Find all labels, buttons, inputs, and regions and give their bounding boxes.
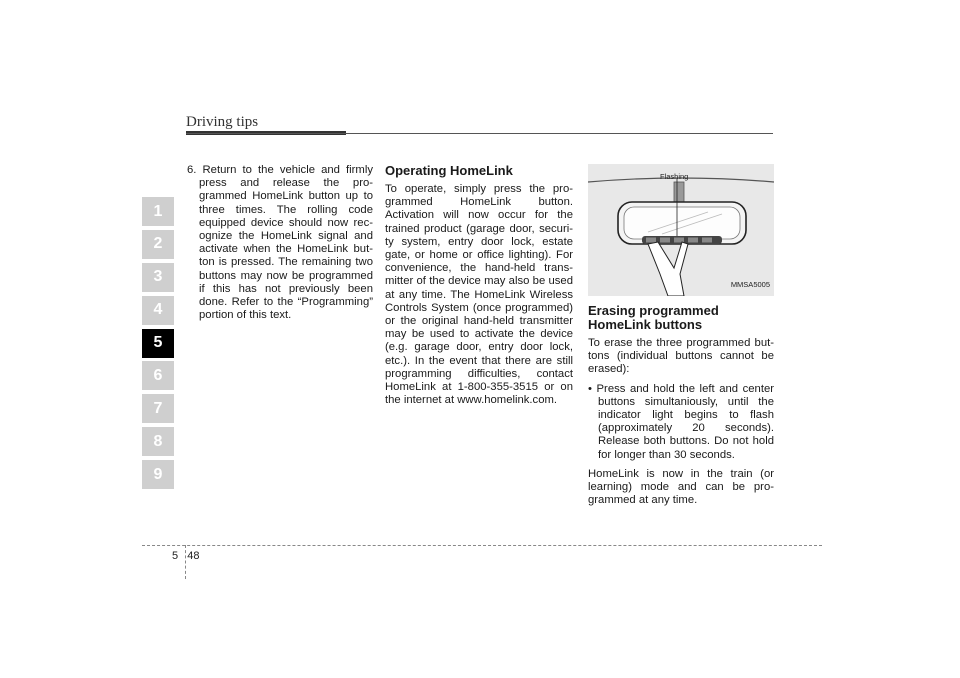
column-3 <box>588 164 774 513</box>
rearview-mirror-illustration <box>588 164 774 296</box>
footer-rule <box>142 545 822 546</box>
erasing-heading-line2: HomeLink buttons <box>588 317 703 332</box>
chapter-tab-3[interactable]: 3 <box>142 263 174 292</box>
erasing-heading-line1: Erasing programmed <box>588 303 719 318</box>
chapter-tab-6[interactable]: 6 <box>142 361 174 390</box>
erasing-closing: HomeLink is now in the train (or learning) mode and can be pro-grammed at any time. <box>588 467 774 507</box>
chapter-tab-9[interactable]: 9 <box>142 460 174 489</box>
chapter-tab-8[interactable]: 8 <box>142 427 174 456</box>
erasing-bullet: • Press and hold the left and center buttons simultaniously, until the indicator light begins to flash (approximately 20 seconds). Release both buttons. Do not hold for longer than 30 seconds. <box>588 382 774 461</box>
operating-homelink-body: To operate, simply press the pro-grammed HomeLink button. Activation will now occur for the trained product (garage door, securi-ty system, entry door lock, estate gate, or home or office lighting). For convenience, the hand-held trans-mitter of the device may also be used at any time. The HomeLink Wireless Controls System (once programmed) or the original hand-held transmitter may be used to activate the device (e.g. garage door, entry door lock, etc.). In the event that there are still programming difficulties, contact HomeLink at 1-800-355-3515 or on the internet at www.homelink.com. <box>385 183 573 407</box>
page-header-title: Driving tips <box>186 114 259 130</box>
chapter-tab-5[interactable]: 5 <box>142 329 174 358</box>
page-number-value: 48 <box>187 550 200 562</box>
step-6-text: 6. Return to the vehicle and firmly press and release the pro-grammed HomeLink button up to three times. The rolling code equipped device should now rec-ognize the HomeLink signal and activate when the HomeLink but-ton is pressed. The remaining two buttons may now be programmed if this has not previously been done. Refer to the “Programming” portion of this text. <box>187 164 373 322</box>
chapter-tab-7[interactable]: 7 <box>142 394 174 423</box>
figure-label-flashing: Flashing <box>660 172 689 181</box>
figure-code: MMSA5005 <box>730 279 770 289</box>
erasing-heading <box>588 304 774 332</box>
page-number <box>172 550 200 562</box>
mirror-figure <box>588 164 774 296</box>
chapter-tab-1[interactable]: 1 <box>142 197 174 226</box>
chapter-tab-2[interactable]: 2 <box>142 230 174 259</box>
operating-homelink-heading: Operating HomeLink <box>385 163 513 178</box>
column-2 <box>385 164 573 413</box>
column-1 <box>187 164 373 322</box>
section-number: 5 <box>172 550 179 562</box>
chapter-tabs <box>142 197 174 493</box>
erasing-intro: To erase the three programmed but-tons (individual buttons cannot be erased): <box>588 337 774 376</box>
header-rule <box>186 133 773 134</box>
chapter-tab-4[interactable]: 4 <box>142 296 174 325</box>
